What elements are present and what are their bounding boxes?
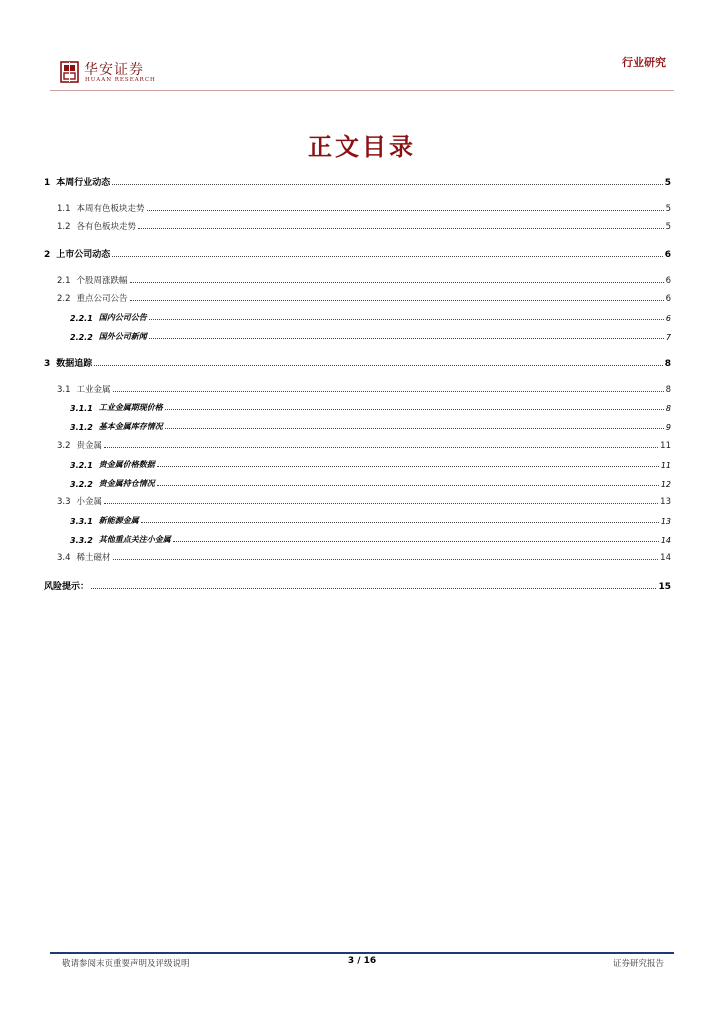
toc-entry-number: 2.1 [57, 276, 71, 286]
toc-entry-number: 3 [44, 359, 51, 369]
toc-entry-title: 基本金属库存情况 [98, 422, 163, 431]
toc-entry-title: 其他重点关注小金属 [98, 535, 171, 544]
toc-entry-title: 重点公司公告 [76, 294, 128, 304]
toc-entry-title: 工业金属期现价格 [98, 403, 163, 412]
toc-entry-page: 5 [665, 204, 671, 214]
toc-dot-leader [157, 484, 659, 486]
toc-entry-page: 6 [665, 314, 671, 323]
toc-entry[interactable] [44, 326, 671, 342]
toc-entry-number: 3.1.2 [70, 423, 93, 432]
toc-entry[interactable] [44, 454, 671, 470]
toc-entry[interactable] [44, 216, 671, 232]
toc-dot-leader [113, 390, 664, 392]
toc-entry-number: 3.3.1 [70, 517, 93, 526]
toc-entry[interactable] [44, 473, 671, 489]
toc-dot-leader [112, 183, 662, 185]
toc-entry-number: 1 [44, 178, 51, 188]
toc-entry[interactable] [44, 379, 671, 395]
toc-entry-number: 3.1.1 [70, 404, 93, 413]
toc-title: 正文目录 [308, 133, 416, 161]
toc-entry-page: 12 [660, 480, 671, 489]
toc-entry[interactable] [44, 172, 671, 188]
toc-entry-page: 15 [658, 582, 671, 592]
toc-entry-title: 上市公司动态 [56, 250, 111, 260]
toc-dot-leader [91, 587, 656, 589]
toc-entry-page: 8 [665, 404, 671, 413]
toc-dot-leader [141, 521, 659, 523]
toc-entry-number: 3.2.1 [70, 461, 93, 470]
toc-entry[interactable] [44, 307, 671, 323]
toc-entry[interactable] [44, 353, 671, 369]
toc-entry-title: 各有色板块走势 [76, 222, 137, 232]
toc-entry-page: 5 [664, 178, 671, 188]
toc-entry[interactable] [44, 510, 671, 526]
toc-dot-leader [104, 502, 658, 504]
report-category: 行业研究 [622, 56, 666, 69]
toc-entry-page: 6 [664, 250, 671, 260]
toc-entry[interactable] [44, 547, 671, 563]
toc-dot-leader [173, 540, 659, 542]
toc-entry-page: 11 [660, 441, 671, 451]
logo-text-en: HUAAN RESEARCH [85, 77, 156, 83]
toc-entry-title: 数据追踪 [56, 359, 93, 369]
toc-entry-title: 新能源金属 [98, 516, 139, 525]
toc-entry-title: 国外公司新闻 [98, 332, 147, 341]
footer-divider [50, 952, 674, 954]
toc-entry-title: 风险提示： [44, 582, 90, 592]
toc-entry[interactable] [44, 270, 671, 286]
toc-dot-leader [149, 318, 664, 320]
toc-dot-leader [94, 364, 662, 366]
toc-entry[interactable] [44, 576, 671, 592]
toc-dot-leader [149, 337, 664, 339]
company-logo [52, 57, 182, 89]
toc-entry-title: 贵金属价格数据 [98, 460, 155, 469]
logo-text-cn: 华安证券 [84, 62, 144, 78]
toc-entry-number: 3.3 [57, 497, 71, 507]
toc-dot-leader [157, 465, 659, 467]
footer-disclaimer: 敬请参阅末页重要声明及评级说明 [62, 959, 190, 969]
toc-entry-title: 本周有色板块走势 [76, 204, 145, 214]
toc-entry-page: 13 [660, 517, 671, 526]
toc-entry[interactable] [44, 244, 671, 260]
page-indicator: 3 / 16 [347, 956, 377, 966]
toc-entry[interactable] [44, 435, 671, 451]
toc-dot-leader [113, 558, 659, 560]
toc-entry-number: 3.1 [57, 385, 71, 395]
toc-entry[interactable] [44, 416, 671, 432]
toc-entry-number: 2 [44, 250, 51, 260]
toc-entry-number: 2.2 [57, 294, 71, 304]
toc-entry[interactable] [44, 198, 671, 214]
toc-entry-page: 8 [664, 359, 671, 369]
toc-entry-page: 6 [665, 294, 671, 304]
toc-entry-title: 贵金属 [76, 441, 103, 451]
toc-entry[interactable] [44, 397, 671, 413]
toc-entry-page: 8 [665, 385, 671, 395]
toc-entry-page: 7 [665, 333, 671, 342]
toc-dot-leader [165, 408, 664, 410]
toc-dot-leader [138, 227, 664, 229]
toc-dot-leader [130, 299, 664, 301]
toc-entry-number: 3.2 [57, 441, 71, 451]
toc-entry-page: 13 [660, 497, 671, 507]
toc-entry-page: 14 [660, 536, 671, 545]
toc-entry-page: 14 [660, 553, 671, 563]
toc-dot-leader [130, 281, 664, 283]
toc-entry-page: 9 [665, 423, 671, 432]
toc-entry-page: 5 [665, 222, 671, 232]
footer-doc-type: 证券研究报告 [612, 959, 664, 969]
toc-dot-leader [165, 427, 664, 429]
toc-entry-title: 小金属 [76, 497, 103, 507]
toc-entry-title: 个股周涨跌幅 [76, 276, 128, 286]
toc-entry-number: 2.2.2 [70, 333, 93, 342]
toc-entry-number: 3.3.2 [70, 536, 93, 545]
toc-entry-number: 2.2.1 [70, 314, 93, 323]
huaan-logo-icon [60, 61, 79, 83]
toc-entry[interactable] [44, 491, 671, 507]
toc-entry-number: 1.2 [57, 222, 71, 232]
toc-entry-number: 3.2.2 [70, 480, 93, 489]
toc-entry-title: 稀土磁材 [76, 553, 111, 563]
toc-dot-leader [112, 255, 662, 257]
toc-dot-leader [147, 209, 664, 211]
toc-entry[interactable] [44, 288, 671, 304]
toc-entry-number: 1.1 [57, 204, 71, 214]
toc-entry-title: 本周行业动态 [56, 178, 111, 188]
toc-entry-title: 国内公司公告 [98, 313, 147, 322]
toc-dot-leader [104, 446, 658, 448]
toc-entry[interactable] [44, 529, 671, 545]
toc-entry-number: 3.4 [57, 553, 71, 563]
toc-entry-page: 6 [665, 276, 671, 286]
header-divider [50, 90, 674, 91]
toc-entry-title: 贵金属持仓情况 [98, 479, 155, 488]
toc-entry-title: 工业金属 [76, 385, 111, 395]
toc-entry-page: 11 [660, 461, 671, 470]
